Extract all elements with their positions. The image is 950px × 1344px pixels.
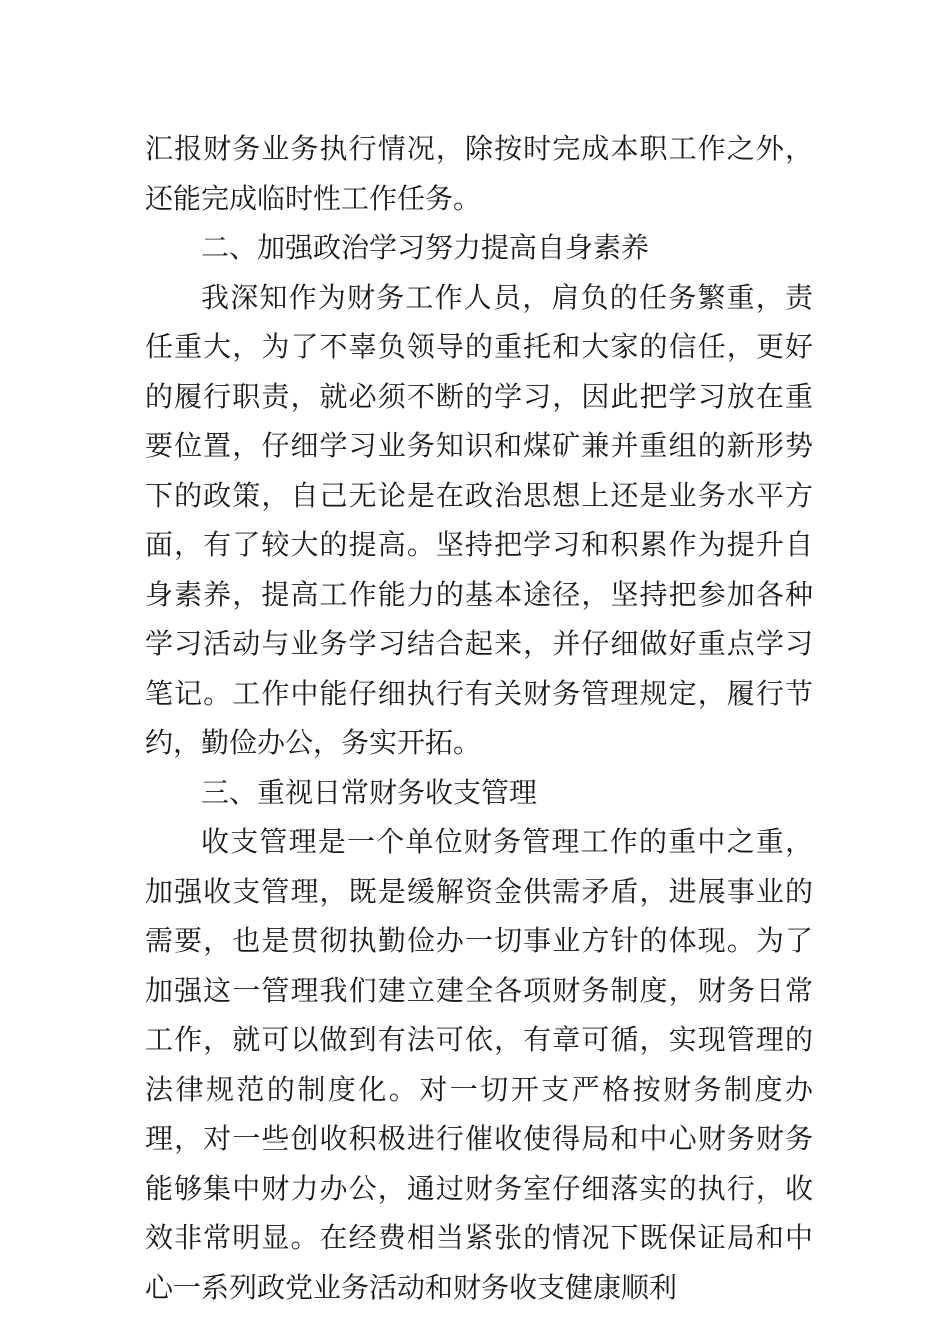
section-heading-2: 二、加强政治学习努力提高自身素养 xyxy=(201,231,650,264)
paragraph-continuation: 汇报财务业务执行情况，除按时完成本职工作之外，还能完成临时性工作任务。 xyxy=(145,132,813,215)
paragraph-study: 我深知作为财务工作人员，肩负的任务繁重，责任重大，为了不辜负领导的重托和大家的信任，更好的履行职责，就必须不断的学习，因此把学习放在重要位置，仔细学习业务知识和煤矿兼并重组的新形势下的政策，自己无论是在政治思想上还是业务水平方面，有了较大的提高。坚持把学习和积累作为提升自身素养，提高工作能力的基本途径，坚持把参加各种学习活动与业务学习结合起来，并仔细做好重点学习笔记。工作中能仔细执行有关财务管理规定，履行节约，勤俭办公，务实开拓。 xyxy=(145,280,813,759)
document-body xyxy=(145,124,813,1312)
paragraph-budget: 收支管理是一个单位财务管理工作的重中之重，加强收支管理，既是缓解资金供需矛盾，进展事业的需要，也是贯彻执勤俭办一切事业方针的体现。为了加强这一管理我们建立建全各项财务制度，财务日常工作，就可以做到有法可依，有章可循，实现管理的法律规范的制度化。对一切开支严格按财务制度办理，对一些创收积极进行催收使得局和中心财务财务能够集中财力办公，通过财务室仔细落实的执行，收效非常明显。在经费相当紧张的情况下既保证局和中心一系列政党业务活动和财务收支健康顺利 xyxy=(145,825,813,1304)
section-heading-3: 三、重视日常财务收支管理 xyxy=(201,775,538,809)
